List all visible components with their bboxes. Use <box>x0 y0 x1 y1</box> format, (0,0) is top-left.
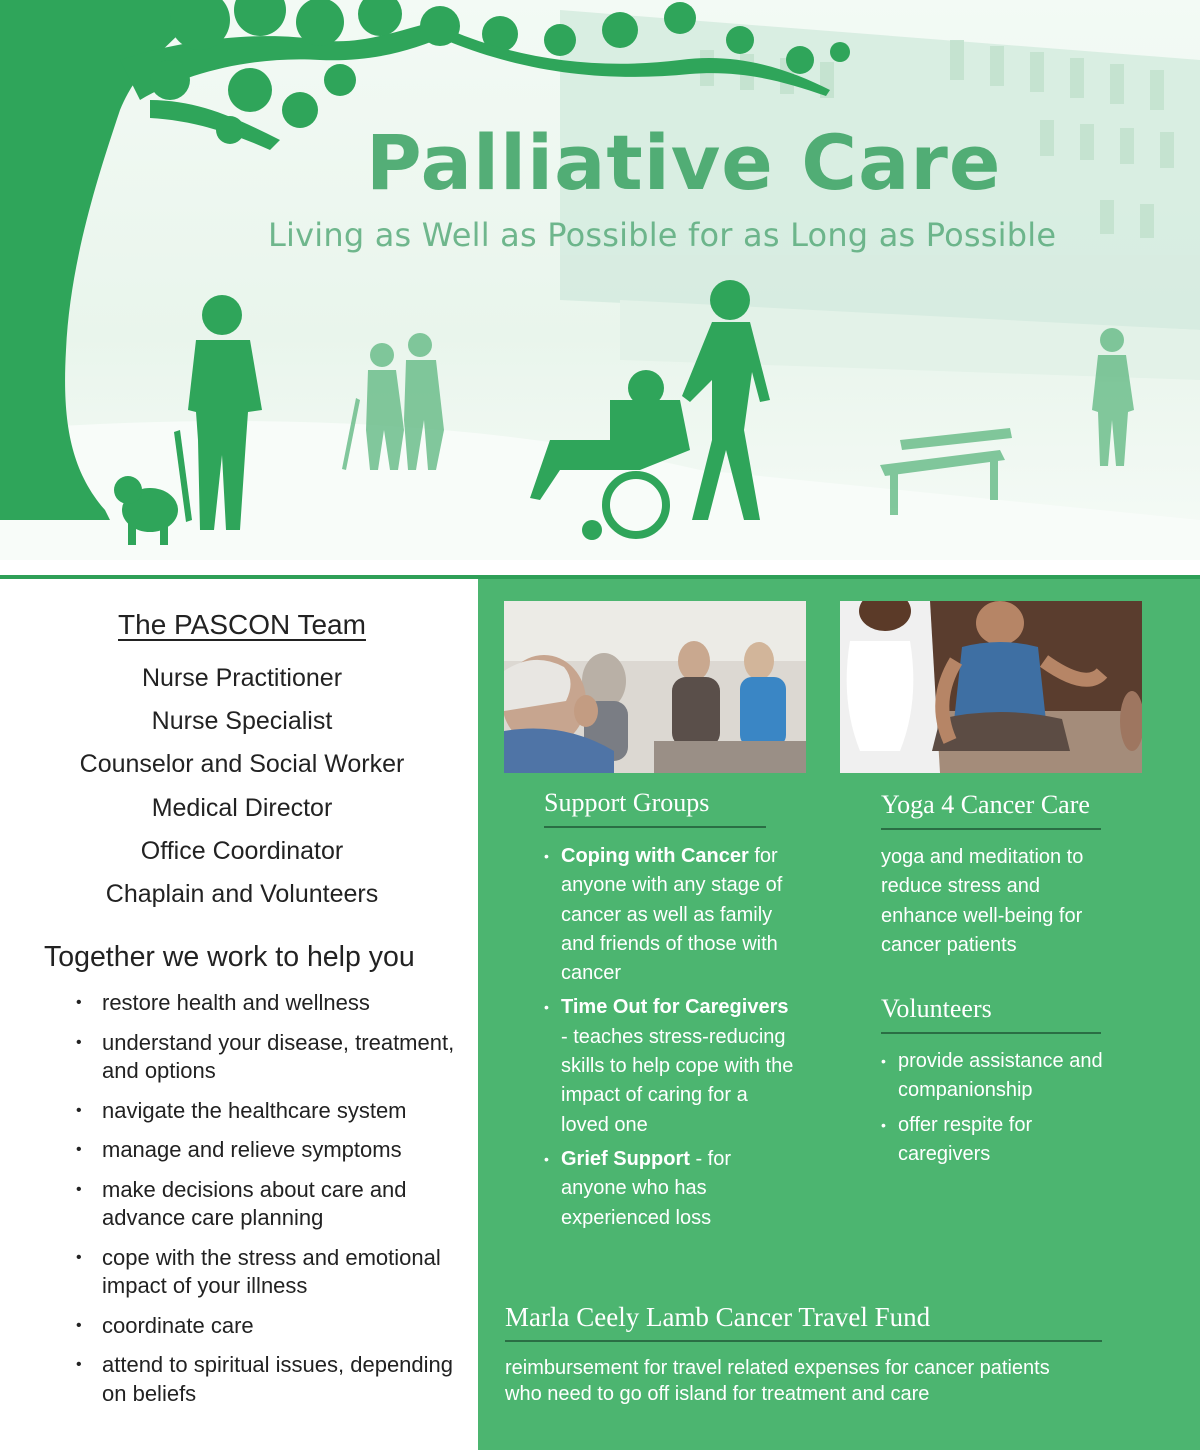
team-member: Nurse Specialist <box>151 707 333 736</box>
list-item-text: restore health and wellness <box>102 990 370 1015</box>
bullet-icon: • <box>76 994 82 1011</box>
bullet-icon: • <box>881 1053 886 1069</box>
list-item-text: attend to spiritual issues, depending on beliefs <box>102 1352 454 1406</box>
bullet-icon: • <box>76 1180 82 1198</box>
team-member: Chaplain and Volunteers <box>105 880 379 909</box>
team-member: Counselor and Social Worker <box>79 750 405 779</box>
yoga-description: yoga and meditation to reduce stress and enhance well-being for cancer patients <box>881 846 1084 956</box>
list-item <box>76 1029 471 1086</box>
volunteers-rule <box>881 1032 1101 1034</box>
yoga-heading: Yoga 4 Cancer Care <box>881 790 1090 819</box>
travel-fund-rule <box>505 1340 1102 1342</box>
list-item-text: cope with the stress and emotional impact of your illness <box>102 1244 441 1298</box>
help-list <box>76 989 471 1419</box>
list-item <box>76 1097 471 1126</box>
bullet-icon: • <box>881 1116 886 1133</box>
list-item <box>76 1312 471 1341</box>
hero-banner <box>0 0 1200 560</box>
list-item <box>881 1111 1121 1170</box>
bullet-icon: • <box>76 1033 82 1051</box>
right-panel <box>478 579 1200 1450</box>
group-description: for anyone with any stage of cancer as well as family and friends of those with cancer <box>561 845 783 985</box>
bullet-icon: • <box>76 1316 82 1334</box>
volunteers-list <box>881 1047 1121 1174</box>
list-item-text: understand your disease, treatment, and options <box>102 1029 455 1083</box>
list-item <box>76 989 471 1018</box>
help-heading: Together we work to help you <box>44 941 415 973</box>
hero-illustration <box>0 0 1200 560</box>
travel-fund-description: reimbursement for travel related expenses for cancer patients who need to go off island for treatment and care <box>505 1357 1050 1405</box>
group-title: Time Out for Caregivers <box>561 996 789 1019</box>
support-groups-heading: Support Groups <box>544 788 710 817</box>
bullet-icon: • <box>76 1141 82 1158</box>
list-item-text: navigate the healthcare system <box>102 1097 407 1123</box>
list-item-text: offer respite for caregivers <box>898 1113 1033 1165</box>
team-member: Office Coordinator <box>140 836 344 865</box>
list-item <box>544 842 794 988</box>
list-item <box>881 1047 1121 1106</box>
team-title: The PASCON Team <box>118 609 366 640</box>
list-item-text: make decisions about care and advance care planning <box>102 1176 407 1230</box>
list-item <box>76 1351 471 1408</box>
yoga-photo <box>840 601 1142 773</box>
list-item <box>76 1176 471 1233</box>
bullet-icon: • <box>76 1248 82 1266</box>
bullet-icon: • <box>544 1150 549 1167</box>
list-item <box>544 993 794 1139</box>
team-member: Nurse Practitioner <box>141 664 343 692</box>
team-member-list <box>0 657 484 916</box>
volunteers-heading: Volunteers <box>881 994 992 1023</box>
list-item-text: manage and relieve symptoms <box>102 1137 402 1162</box>
group-description: - teaches stress-reducing skills to help cope with the impact of caring for a loved one <box>561 1025 794 1136</box>
list-item-text: coordinate care <box>102 1312 254 1338</box>
list-item <box>544 1145 794 1233</box>
list-item <box>76 1244 471 1301</box>
group-title: Grief Support <box>561 1147 690 1170</box>
support-groups-rule <box>544 826 766 828</box>
bullet-icon: • <box>76 1101 82 1119</box>
bullet-icon: • <box>544 999 549 1016</box>
hero-title: Palliative Care <box>366 118 1002 207</box>
list-item-text: provide assistance and companionship <box>898 1050 1103 1102</box>
list-item <box>76 1136 471 1165</box>
group-title: Coping with Cancer <box>561 845 749 867</box>
left-column <box>0 579 478 1450</box>
travel-fund-heading: Marla Ceely Lamb Cancer Travel Fund <box>505 1302 931 1332</box>
yoga-rule <box>881 828 1101 830</box>
support-group-photo <box>504 601 806 773</box>
group-description: - for anyone who has experienced loss <box>561 1147 732 1229</box>
hero-subtitle: Living as Well as Possible for as Long as Possible <box>268 216 1057 254</box>
team-member: Medical Director <box>151 793 333 822</box>
bullet-icon: • <box>544 848 549 864</box>
bullet-icon: • <box>76 1356 82 1373</box>
support-groups-list <box>544 842 794 1238</box>
